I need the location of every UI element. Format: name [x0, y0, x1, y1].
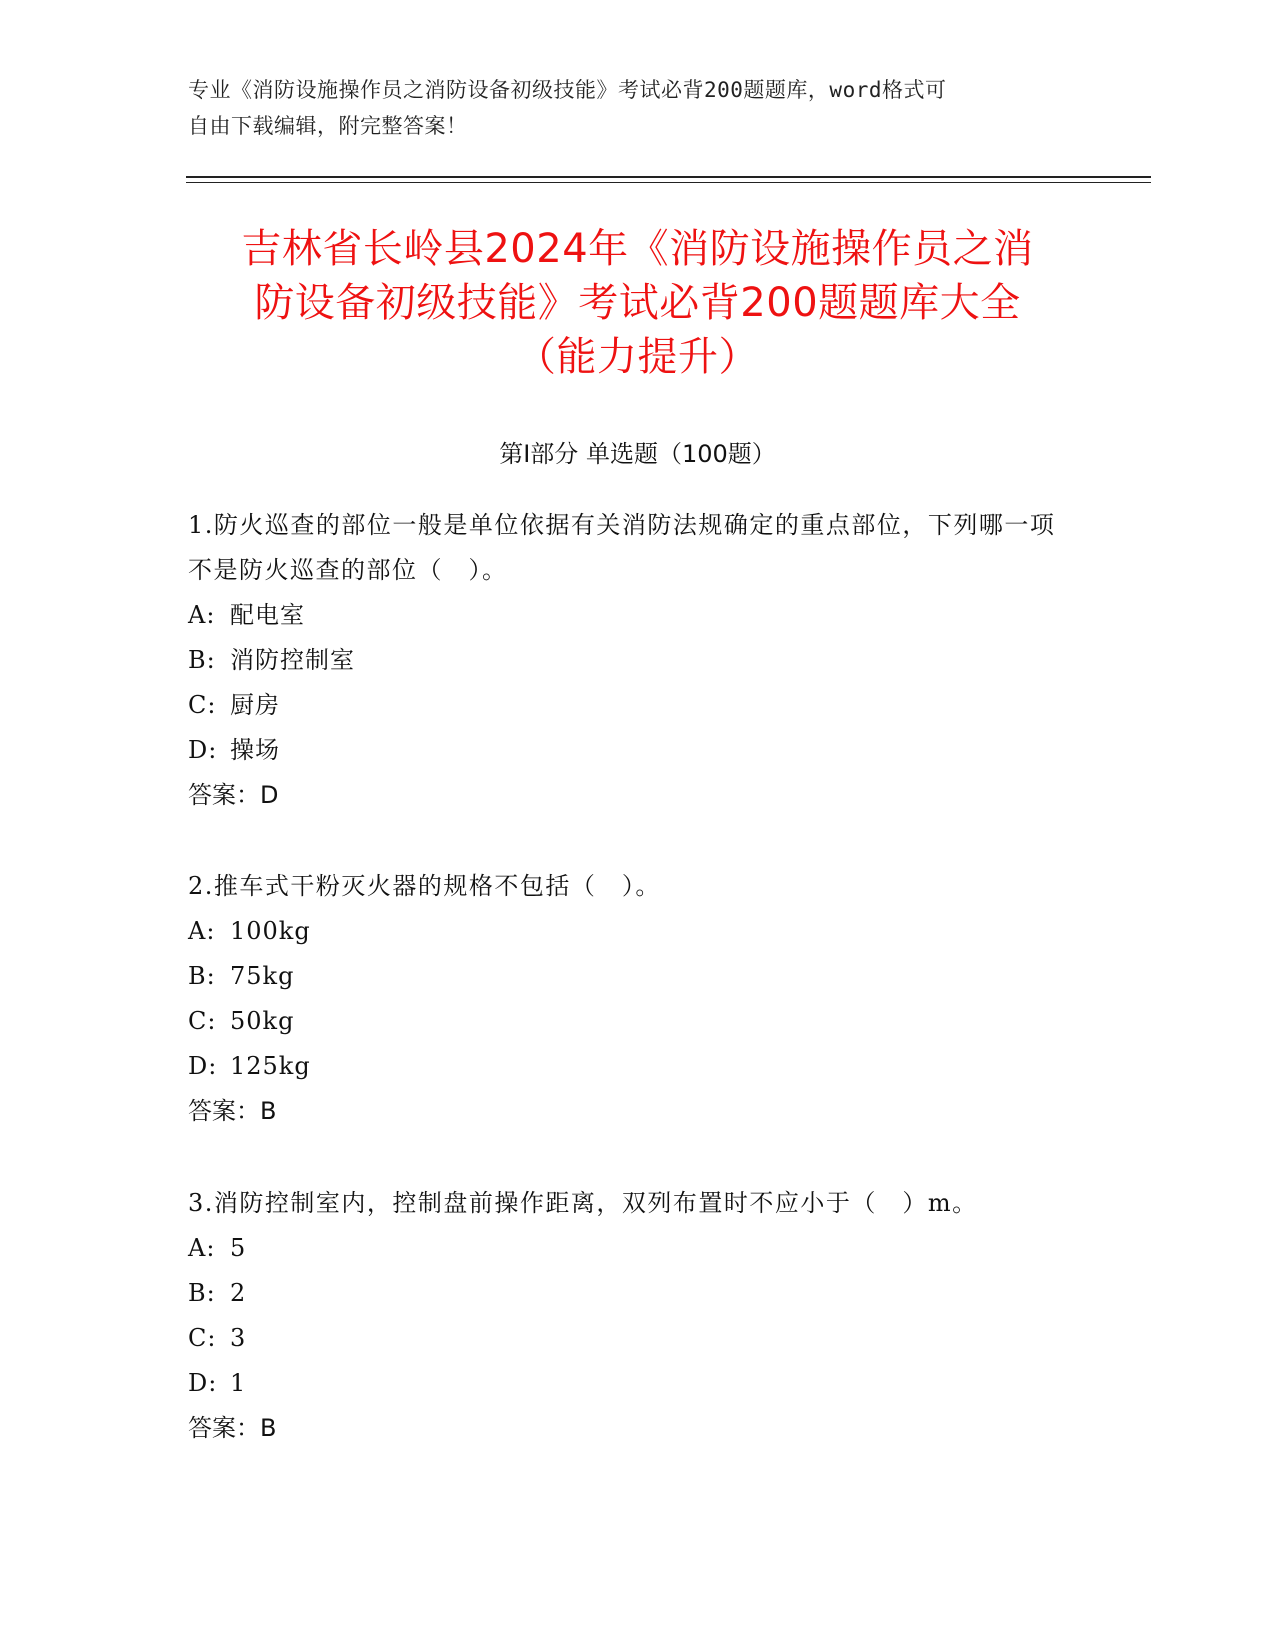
- option-letter: D:: [188, 736, 218, 764]
- option-a: [188, 909, 1068, 954]
- option-b: [188, 1271, 1068, 1316]
- document-title-line-2: 防设备初级技能》考试必背200题题库大全: [254, 280, 1021, 326]
- option-d: [188, 728, 1068, 773]
- question-2: [188, 864, 1068, 1134]
- option-letter: B:: [188, 646, 216, 674]
- option-a: [188, 1226, 1068, 1271]
- document-title-line-3: （能力提升）: [516, 334, 759, 380]
- option-text: 100kg: [230, 917, 311, 945]
- header-note-line-1: 专业《消防设施操作员之消防设备初级技能》考试必背200题题库，word格式可: [188, 78, 947, 102]
- option-d: [188, 1361, 1068, 1406]
- option-letter: C:: [188, 1324, 217, 1352]
- option-text: 1: [230, 1369, 247, 1397]
- option-text: 操场: [230, 736, 280, 764]
- option-letter: C:: [188, 1007, 217, 1035]
- option-letter: B:: [188, 962, 216, 990]
- question-1: [188, 503, 1068, 818]
- question-3: [188, 1181, 1068, 1451]
- option-text: 50kg: [230, 1007, 295, 1035]
- section-heading: 第Ⅰ部分 单选题（100题）: [499, 440, 776, 468]
- header-note-line-2: 自由下载编辑，附完整答案！: [188, 114, 468, 138]
- question-stem: 1.防火巡查的部位一般是单位依据有关消防法规确定的重点部位，下列哪一项不是防火巡查的部位（ ）。: [188, 511, 1056, 584]
- question-stem: 2.推车式干粉灭火器的规格不包括（ ）。: [188, 872, 661, 900]
- option-text: 厨房: [230, 691, 280, 719]
- option-text: 125kg: [230, 1052, 311, 1080]
- option-letter: D:: [188, 1369, 218, 1397]
- document-title: [170, 222, 1105, 384]
- option-a: [188, 593, 1068, 638]
- answer-line: 答案：D: [188, 781, 279, 809]
- option-text: 消防控制室: [230, 646, 355, 674]
- option-d: [188, 1044, 1068, 1089]
- option-text: 配电室: [230, 601, 305, 629]
- header-divider-thick: [186, 176, 1151, 178]
- option-c: [188, 683, 1068, 728]
- header-divider-thin: [186, 182, 1151, 183]
- option-letter: A:: [188, 1234, 216, 1262]
- option-letter: B:: [188, 1279, 216, 1307]
- answer-line: 答案：B: [188, 1097, 277, 1125]
- header-note: [188, 72, 1088, 144]
- option-letter: C:: [188, 691, 217, 719]
- option-text: 5: [230, 1234, 247, 1262]
- question-stem: 3.消防控制室内，控制盘前操作距离，双列布置时不应小于（ ）m。: [188, 1189, 978, 1217]
- option-text: 75kg: [230, 962, 295, 990]
- option-b: [188, 638, 1068, 683]
- document-title-line-1: 吉林省长岭县2024年《消防设施操作员之消: [241, 226, 1034, 272]
- option-b: [188, 954, 1068, 999]
- option-letter: A:: [188, 601, 216, 629]
- option-letter: D:: [188, 1052, 218, 1080]
- option-letter: A:: [188, 917, 216, 945]
- option-text: 3: [230, 1324, 247, 1352]
- option-c: [188, 1316, 1068, 1361]
- answer-line: 答案：B: [188, 1414, 277, 1442]
- option-c: [188, 999, 1068, 1044]
- option-text: 2: [230, 1279, 247, 1307]
